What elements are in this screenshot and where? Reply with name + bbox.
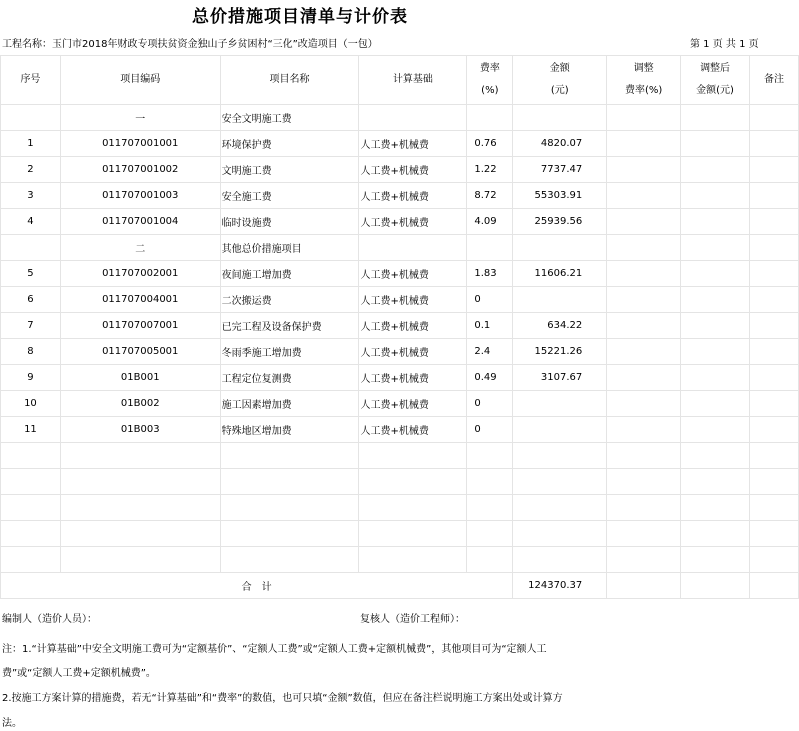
cell-adjusted-amount (681, 365, 750, 391)
cell-basis: 人工费+机械费 (359, 157, 467, 183)
cell-name: 临时设施费 (220, 209, 359, 235)
cell-adjusted-rate (607, 131, 681, 157)
cell-basis: 人工费+机械费 (359, 183, 467, 209)
cell-amount (513, 287, 607, 313)
empty-cell (681, 547, 750, 573)
cell-adjusted-amount (681, 313, 750, 339)
header-code: 项目编码 (60, 56, 220, 105)
empty-cell (220, 521, 359, 547)
total-row (1, 573, 799, 599)
cell-adjusted-rate (607, 209, 681, 235)
empty-cell (359, 469, 467, 495)
cell-amount (513, 105, 607, 131)
measures-table (0, 55, 799, 599)
cell-name: 已完工程及设备保护费 (220, 313, 359, 339)
cell-amount: 634.22 (513, 313, 607, 339)
table-row (1, 313, 799, 339)
cell-amount (513, 235, 607, 261)
empty-cell (60, 547, 220, 573)
table-row (1, 261, 799, 287)
header-rate (467, 56, 513, 105)
empty-cell (60, 443, 220, 469)
empty-cell (750, 443, 799, 469)
header-amount-line1: 金额 (549, 63, 570, 74)
header-adj-amount-line1: 调整后 (700, 63, 731, 74)
empty-cell (513, 443, 607, 469)
total-empty-cell (681, 573, 750, 599)
header-basis: 计算基础 (359, 56, 467, 105)
empty-cell (220, 547, 359, 573)
note-line-2: 费”或“定额人工费+定额机械费”。 (2, 668, 156, 679)
header-rate-line1: 费率 (479, 63, 500, 74)
empty-cell (220, 443, 359, 469)
empty-row (1, 469, 799, 495)
cell-code: 01B001 (60, 365, 220, 391)
cell-adjusted-amount (681, 183, 750, 209)
cell-basis: 人工费+机械费 (359, 261, 467, 287)
table-row (1, 365, 799, 391)
cell-remark (750, 131, 799, 157)
table-row (1, 183, 799, 209)
header-seq: 序号 (1, 56, 61, 105)
cell-seq: 2 (1, 157, 61, 183)
total-amount: 124370.37 (513, 573, 607, 599)
cell-rate: 0.1 (467, 313, 513, 339)
empty-cell (1, 443, 61, 469)
cell-seq: 9 (1, 365, 61, 391)
header-amount-line2: (元) (550, 85, 569, 96)
cell-adjusted-amount (681, 339, 750, 365)
cell-name: 安全文明施工费 (220, 105, 359, 131)
cell-remark (750, 261, 799, 287)
cell-adjusted-rate (607, 261, 681, 287)
cell-code: 011707001002 (60, 157, 220, 183)
cell-basis (359, 235, 467, 261)
cell-adjusted-rate (607, 339, 681, 365)
cell-rate: 0 (467, 417, 513, 443)
cell-adjusted-rate (607, 235, 681, 261)
header-adjusted-amount (681, 56, 750, 105)
cell-basis: 人工费+机械费 (359, 287, 467, 313)
cell-name: 其他总价措施项目 (220, 235, 359, 261)
empty-cell (681, 469, 750, 495)
header-rate-line2: (%) (481, 85, 499, 96)
cell-remark (750, 235, 799, 261)
header-amount (513, 56, 607, 105)
empty-row (1, 521, 799, 547)
cell-remark (750, 391, 799, 417)
cell-code: 011707001004 (60, 209, 220, 235)
empty-cell (467, 443, 513, 469)
cell-rate: 4.09 (467, 209, 513, 235)
cell-basis: 人工费+机械费 (359, 391, 467, 417)
cell-code: 011707004001 (60, 287, 220, 313)
empty-cell (607, 547, 681, 573)
cell-seq: 6 (1, 287, 61, 313)
cell-adjusted-rate (607, 365, 681, 391)
preparer-label: 编制人（造价人员）： (2, 614, 97, 625)
cell-adjusted-amount (681, 261, 750, 287)
cell-basis: 人工费+机械费 (359, 339, 467, 365)
cell-seq: 10 (1, 391, 61, 417)
header-adj-rate-line1: 调整 (633, 63, 654, 74)
cell-name: 夜间施工增加费 (220, 261, 359, 287)
cell-adjusted-amount (681, 417, 750, 443)
empty-cell (750, 495, 799, 521)
cell-name: 工程定位复测费 (220, 365, 359, 391)
cell-name: 安全施工费 (220, 183, 359, 209)
empty-cell (750, 547, 799, 573)
cell-amount (513, 391, 607, 417)
table-row (1, 287, 799, 313)
cell-name: 冬雨季施工增加费 (220, 339, 359, 365)
cell-name: 施工因素增加费 (220, 391, 359, 417)
empty-cell (1, 521, 61, 547)
cell-basis: 人工费+机械费 (359, 209, 467, 235)
cell-adjusted-rate (607, 105, 681, 131)
cell-remark (750, 183, 799, 209)
cell-name: 环境保护费 (220, 131, 359, 157)
cell-code: 011707001003 (60, 183, 220, 209)
empty-cell (60, 521, 220, 547)
cell-rate: 1.83 (467, 261, 513, 287)
empty-cell (513, 547, 607, 573)
cell-rate: 0 (467, 287, 513, 313)
cell-code: 01B003 (60, 417, 220, 443)
empty-cell (607, 443, 681, 469)
cell-code: 011707005001 (60, 339, 220, 365)
empty-cell (359, 547, 467, 573)
cell-basis: 人工费+机械费 (359, 131, 467, 157)
table-row (1, 209, 799, 235)
cell-rate: 2.4 (467, 339, 513, 365)
cell-seq: 3 (1, 183, 61, 209)
empty-cell (60, 469, 220, 495)
note-line-4: 法。 (2, 718, 22, 729)
cell-amount: 7737.47 (513, 157, 607, 183)
cell-code: 二 (60, 235, 220, 261)
cell-code: 011707002001 (60, 261, 220, 287)
header-adjusted-rate (607, 56, 681, 105)
empty-cell (467, 469, 513, 495)
cell-rate: 0.76 (467, 131, 513, 157)
reviewer-label: 复核人（造价工程师）： (360, 614, 465, 625)
cell-rate (467, 105, 513, 131)
header-name: 项目名称 (220, 56, 359, 105)
empty-row (1, 495, 799, 521)
empty-cell (467, 495, 513, 521)
cell-basis (359, 105, 467, 131)
empty-cell (681, 495, 750, 521)
cell-adjusted-rate (607, 183, 681, 209)
cell-amount: 55303.91 (513, 183, 607, 209)
empty-cell (513, 521, 607, 547)
empty-row (1, 547, 799, 573)
cell-basis: 人工费+机械费 (359, 313, 467, 339)
empty-cell (220, 495, 359, 521)
cell-rate: 0 (467, 391, 513, 417)
cell-remark (750, 287, 799, 313)
cell-adjusted-amount (681, 235, 750, 261)
cell-code: 011707001001 (60, 131, 220, 157)
cell-basis: 人工费+机械费 (359, 417, 467, 443)
cell-adjusted-rate (607, 417, 681, 443)
cell-seq: 11 (1, 417, 61, 443)
cell-seq: 1 (1, 131, 61, 157)
cell-remark (750, 313, 799, 339)
cell-rate: 8.72 (467, 183, 513, 209)
cell-adjusted-amount (681, 157, 750, 183)
empty-cell (220, 469, 359, 495)
cell-amount (513, 417, 607, 443)
cell-amount: 4820.07 (513, 131, 607, 157)
table-row (1, 391, 799, 417)
cell-remark (750, 417, 799, 443)
cell-rate: 0.49 (467, 365, 513, 391)
cell-name: 特殊地区增加费 (220, 417, 359, 443)
cell-remark (750, 365, 799, 391)
empty-cell (1, 547, 61, 573)
empty-cell (607, 495, 681, 521)
header-adj-rate-line2: 费率(%) (625, 85, 663, 96)
table-row (1, 131, 799, 157)
empty-row (1, 443, 799, 469)
cell-code: 011707007001 (60, 313, 220, 339)
empty-cell (1, 495, 61, 521)
header-remark: 备注 (750, 56, 799, 105)
empty-cell (60, 495, 220, 521)
cell-seq (1, 105, 61, 131)
header-adj-amount-line2: 金额(元) (696, 85, 734, 96)
cell-amount: 25939.56 (513, 209, 607, 235)
project-name: 工程名称：玉门市2018年财政专项扶贫资金独山子乡贫困村“三化”改造项目（一包） (2, 39, 378, 50)
cell-seq: 8 (1, 339, 61, 365)
empty-cell (681, 521, 750, 547)
cell-remark (750, 209, 799, 235)
cell-rate: 1.22 (467, 157, 513, 183)
table-row (1, 105, 799, 131)
cell-adjusted-rate (607, 287, 681, 313)
empty-cell (607, 521, 681, 547)
cell-remark (750, 339, 799, 365)
cell-basis: 人工费+机械费 (359, 365, 467, 391)
table-row (1, 235, 799, 261)
cell-seq (1, 235, 61, 261)
table-header-row (1, 56, 799, 105)
cell-amount: 3107.67 (513, 365, 607, 391)
empty-cell (359, 495, 467, 521)
table-row (1, 157, 799, 183)
cell-adjusted-rate (607, 157, 681, 183)
cell-code: 01B002 (60, 391, 220, 417)
page-info: 第 1 页 共 1 页 (690, 39, 759, 50)
empty-cell (359, 443, 467, 469)
empty-cell (359, 521, 467, 547)
cell-adjusted-amount (681, 287, 750, 313)
cell-rate (467, 235, 513, 261)
cell-remark (750, 157, 799, 183)
cell-amount: 11606.21 (513, 261, 607, 287)
cell-code: 一 (60, 105, 220, 131)
empty-cell (1, 469, 61, 495)
cell-adjusted-rate (607, 391, 681, 417)
cell-adjusted-amount (681, 209, 750, 235)
cell-seq: 5 (1, 261, 61, 287)
cell-adjusted-rate (607, 313, 681, 339)
empty-cell (750, 469, 799, 495)
total-empty-cell (750, 573, 799, 599)
total-empty-cell (607, 573, 681, 599)
empty-cell (513, 495, 607, 521)
empty-cell (467, 521, 513, 547)
cell-adjusted-amount (681, 105, 750, 131)
cell-name: 文明施工费 (220, 157, 359, 183)
empty-cell (607, 469, 681, 495)
cell-seq: 4 (1, 209, 61, 235)
empty-cell (681, 443, 750, 469)
table-row (1, 339, 799, 365)
page-title: 总价措施项目清单与计价表 (192, 7, 408, 27)
empty-cell (467, 547, 513, 573)
note-line-1: 注：1.“计算基础”中安全文明施工费可为“定额基价”、“定额人工费”或“定额人工费+定额机械费”，其他项目可为“定额人工 (2, 644, 547, 655)
cell-adjusted-amount (681, 131, 750, 157)
cell-amount: 15221.26 (513, 339, 607, 365)
empty-cell (513, 469, 607, 495)
empty-cell (750, 521, 799, 547)
table-row (1, 417, 799, 443)
note-line-3: 2.按施工方案计算的措施费，若无“计算基础”和“费率”的数值，也可只填“金额”数值，但应在备注栏说明施工方案出处或计算方 (2, 693, 563, 704)
cell-remark (750, 105, 799, 131)
cell-name: 二次搬运费 (220, 287, 359, 313)
cell-seq: 7 (1, 313, 61, 339)
total-label: 合 计 (1, 573, 513, 599)
cell-adjusted-amount (681, 391, 750, 417)
